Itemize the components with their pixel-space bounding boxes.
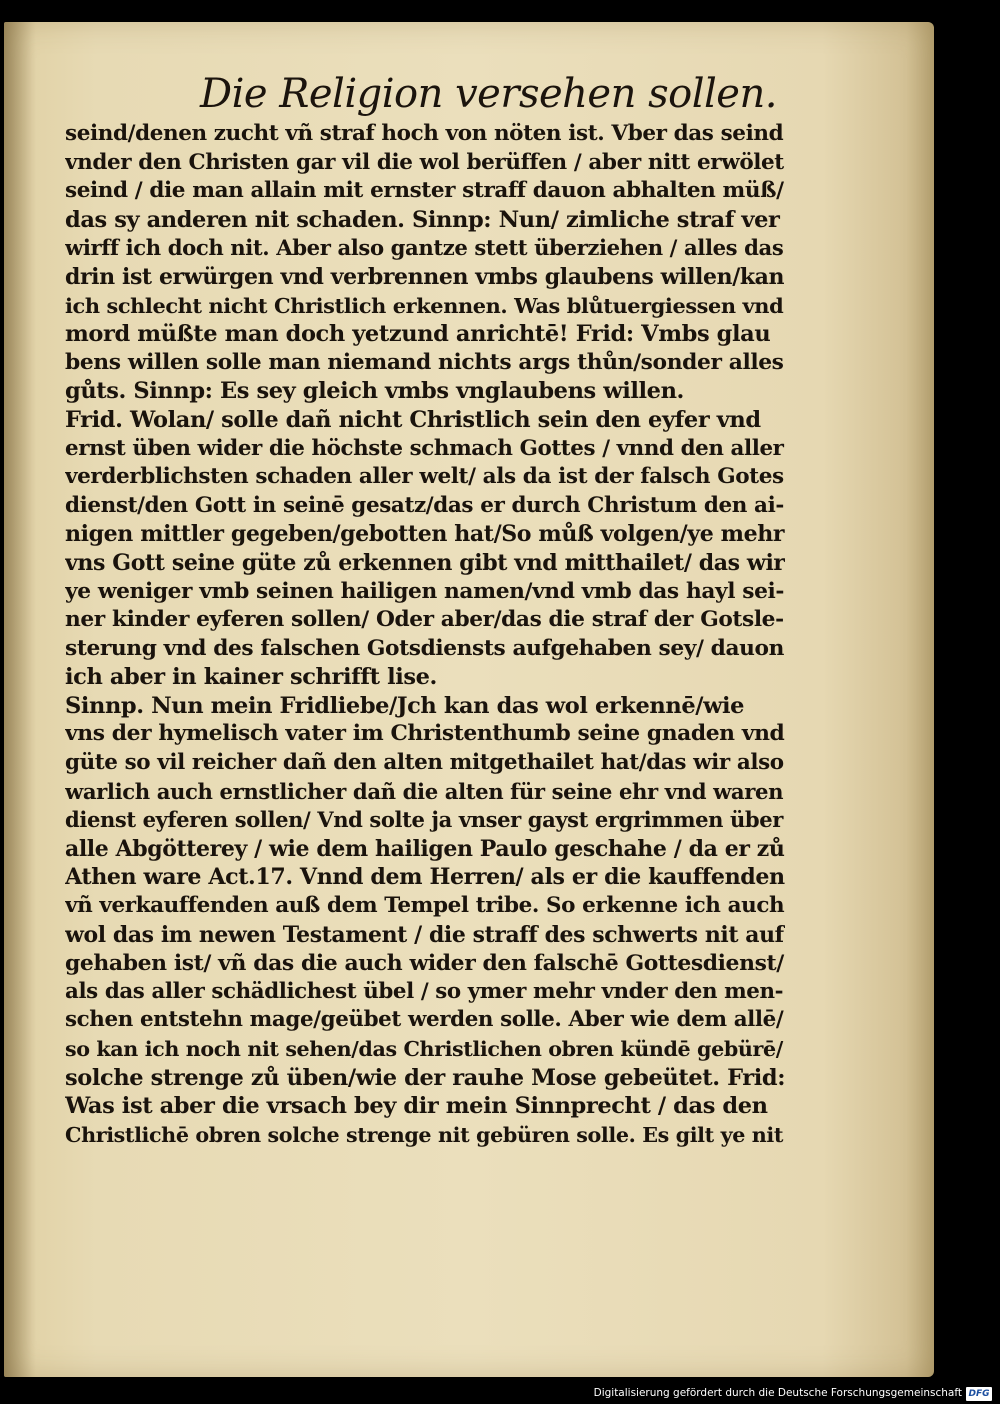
text-line: so kan ich noch nit sehen/das Christlichen obren kündē gebürē/ bbox=[65, 1037, 783, 1061]
text-line: seind/denen zucht vñ straf hoch von nöten ist. Vber das seind bbox=[65, 121, 784, 146]
text-line: alle Abgötterey / wie dem hailigen Paulo geschahe / da er zů bbox=[65, 835, 785, 862]
text-line: seind / die man allain mit ernster straff dauon abhalten müß/ bbox=[65, 178, 784, 204]
page-gutter-shadow bbox=[4, 22, 36, 1377]
text-line: verderblichsten schaden aller welt/ als da ist der falsch Gotes bbox=[65, 464, 784, 490]
text-line: Athen ware Act.17. Vnnd dem Herren/ als er die kauffenden bbox=[65, 864, 785, 891]
text-line: Christlichē obren solche strenge nit gebüren solle. Es gilt ye nit bbox=[65, 1122, 784, 1147]
text-line: Sinnp. Nun mein Fridliebe/Jch kan das wol erkennē/wie bbox=[65, 692, 745, 719]
funding-credit: Digitalisierung gefördert durch die Deutsche Forschungsgemeinschaft bbox=[593, 1387, 962, 1399]
text-line: ye weniger vmb seinen hailigen namen/vnd vmb das hayl sei- bbox=[65, 578, 785, 604]
text-block bbox=[65, 120, 785, 1149]
text-line: wol das im newen Testament / die straff des schwerts nit auf bbox=[65, 921, 784, 948]
text-line: Was ist aber die vrsach bey dir mein Sinnprecht / das den bbox=[65, 1093, 768, 1120]
text-line: als das aller schädlichest übel / so ymer mehr vnder den men- bbox=[65, 978, 784, 1004]
text-line: dienst eyferen sollen/ Vnd solte ja vnser gayst ergrimmen über bbox=[65, 807, 783, 833]
text-line: vñ verkauffenden auß dem Tempel tribe. So erkenne ich auch bbox=[65, 893, 785, 919]
text-line: gehaben ist/ vñ das die auch wider den falschē Gottesdienst/ bbox=[65, 950, 784, 977]
text-line: mord müßte man doch yetzund anrichtē! Frid: Vmbs glau bbox=[65, 321, 771, 348]
text-line: ner kinder eyferen sollen/ Oder aber/das die straf der Gotsle- bbox=[65, 607, 784, 633]
text-line: drin ist erwürgen vnd verbrennen vmbs glaubens willen/kan bbox=[65, 263, 785, 290]
text-line: bens willen solle man niemand nichts args thůn/sonder alles bbox=[65, 349, 784, 375]
text-line: ernst üben wider die höchste schmach Gottes / vnnd den aller bbox=[65, 435, 784, 461]
text-line: güte so vil reicher dañ den alten mitgethailet hat/das wir also bbox=[65, 750, 784, 776]
footer-bar bbox=[0, 1385, 1000, 1404]
text-line: das sy anderen nit schaden. Sinnp: Nun/ zimliche straf ver bbox=[65, 206, 780, 233]
text-line: ich schlecht nicht Christlich erkennen. Was blůtuergiessen vnd bbox=[65, 292, 784, 318]
text-line: Frid. Wolan/ solle dañ nicht Christlich sein den eyfer vnd bbox=[65, 406, 761, 433]
text-line: vns Gott seine güte zů erkennen gibt vnd mitthailet/ das wir bbox=[65, 549, 785, 576]
running-head: Die Religion versehen sollen. bbox=[200, 71, 777, 117]
text-line: warlich auch ernstlicher dañ die alten für seine ehr vnd waren bbox=[65, 778, 784, 804]
text-line: ich aber in kainer schrifft lise. bbox=[65, 664, 437, 691]
text-line: vnder den Christen gar vil die wol berüffen / aber nitt erwölet bbox=[65, 149, 784, 175]
text-line: nigen mittler gegeben/gebotten hat/So můß volgen/ye mehr bbox=[65, 521, 785, 548]
dfg-logo-icon: DFG bbox=[966, 1387, 992, 1401]
text-line: sterung vnd des falschen Gotsdiensts aufgehaben sey/ dauon bbox=[65, 635, 784, 661]
text-line: schen entstehn mage/geübet werden solle. Aber wie dem allē/ bbox=[65, 1007, 784, 1033]
text-line: dienst/den Gott in seinē gesatz/das er durch Christum den ai- bbox=[65, 492, 784, 518]
text-line: gůts. Sinnp: Es sey gleich vmbs vnglaubens willen. bbox=[65, 378, 684, 405]
text-line: wirff ich doch nit. Aber also gantze stett überziehen / alles das bbox=[65, 235, 784, 261]
text-line: vns der hymelisch vater im Christenthumb seine gnaden vnd bbox=[65, 721, 785, 747]
text-line: solche strenge zů üben/wie der rauhe Mose gebeütet. Frid: bbox=[65, 1064, 785, 1091]
